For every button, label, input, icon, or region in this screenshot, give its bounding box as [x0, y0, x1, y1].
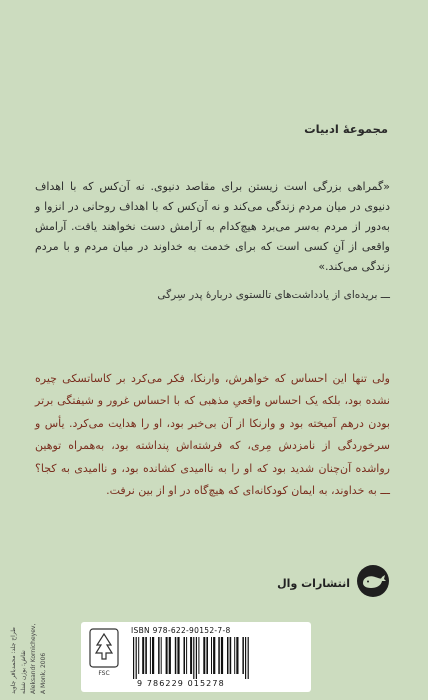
barcode-bar: [152, 637, 154, 674]
barcode-bar: [211, 637, 212, 674]
barcode-bar: [236, 637, 238, 674]
fsc-tree-icon: [89, 628, 119, 668]
credit-line: نقاش: بوژن شنله: [20, 650, 27, 694]
isbn-barcode-box: [81, 622, 311, 692]
barcode-bar: [158, 637, 160, 674]
publisher-name: انتشارات وال: [277, 576, 350, 590]
barcode-bar: [218, 637, 220, 674]
barcode-bar: [206, 637, 208, 674]
fsc-label: FSC: [98, 670, 110, 677]
barcode-bar: [166, 637, 168, 674]
tolstoy-quote: «گمراهی بزرگی است زیستن برای مقاصد دنیوی. نه آن‌کس که با اهداف دنیوی در میان مردم زندگی می‌کند و نه آن‌کس که با اهداف روحانی در انزوا و به‌دور از مردم به‌سر می‌برد هیچ‌کدام به آرامش دست نخواهند یافت. آرامش واقعی از آنِ کسی است که برای خدمت به خداوند در میان مردم و با مردم زندگی می‌کند.»: [35, 180, 390, 273]
credit-line: Aleksandr Kornicheyev,: [30, 623, 37, 694]
barcode-guard-bar: [248, 637, 249, 679]
barcode-guard-bar: [245, 637, 246, 679]
barcode-bar: [227, 637, 229, 674]
barcode-bar: [221, 637, 223, 674]
barcode-bar: [234, 637, 235, 674]
cover-credits: [8, 622, 78, 694]
credit-line: طراح جلد: محمدباقر جاوید: [10, 627, 17, 694]
barcode-bar: [175, 637, 177, 674]
barcode-bar: [169, 637, 171, 674]
barcode-bar: [142, 637, 144, 674]
barcode-bar: [230, 637, 232, 674]
barcode-bar: [242, 637, 244, 674]
book-excerpt: ولی تنها این احساس که خواهرش، وارنکا، فکر می‌کرد بر کاساتسکی چیره نشده بود، بلکه یک احساس واقعیِ مذهبی که با احساس غرور و شیفتگی برتر بودن درهم آمیخته بود و وارنکا از آن بی‌خبر بود، او را هدایت می‌کرد. یأس و سرخوردگی از نامزدش مِری، که فرشته‌اش پنداشته بود، به‌همراه توهین رواشده آن‌چنان شدید بود که او را به ناامیدی کشانده بود، و ناامیدی به کجا؟ ـــ به خداوند، به ایمان کودکانه‌ای که هیچ‌گاه در او از بین نرفت.: [35, 372, 390, 498]
barcode-bar: [150, 637, 151, 674]
barcode-bar: [186, 637, 187, 674]
barcode-guard-bar: [196, 637, 197, 679]
whale-logo-icon: [356, 564, 390, 602]
fsc-mark: [87, 628, 121, 686]
publisher-block: [240, 564, 390, 602]
quote-attribution: ـــ بریده‌ای از یادداشت‌های تالستوی دربارهٔ پدر سِرگی: [157, 289, 390, 301]
barcode-bar: [184, 637, 186, 674]
barcode-bar: [161, 637, 162, 674]
barcode-bar: [138, 637, 139, 674]
barcode-bar: [190, 637, 192, 674]
credit-line: A Monk, 2006: [40, 652, 47, 694]
barcode-bar: [177, 637, 179, 674]
barcode-bar: [203, 637, 205, 674]
barcode-guard-bar: [193, 637, 194, 679]
barcode-bar: [145, 637, 147, 674]
barcode-digits: 9 786229 015278: [137, 679, 225, 688]
barcode-bar: [213, 637, 215, 674]
barcode: [131, 637, 301, 679]
isbn-number: ISBN 978-622-90152-7-8: [131, 626, 231, 635]
series-title: مجموعهٔ ادبیات: [304, 122, 388, 136]
barcode-bar: [198, 637, 199, 674]
barcode-guard-bar: [136, 637, 137, 679]
barcode-guard-bar: [133, 637, 134, 679]
